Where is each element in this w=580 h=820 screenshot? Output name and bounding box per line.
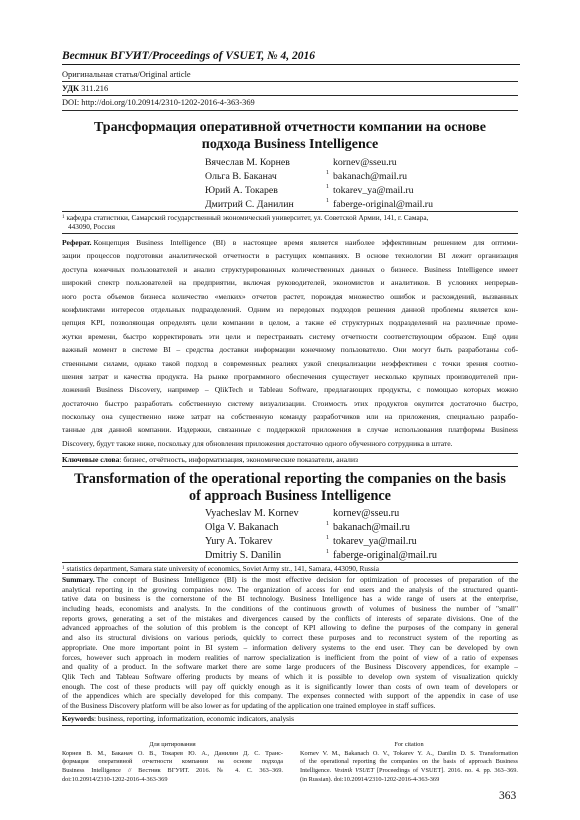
citation-journal: Vestnik VSUET [334, 767, 374, 775]
udc-label: УДК [62, 84, 80, 93]
affiliation-mark: 1 [326, 170, 329, 176]
summary-line: and also its structural divisions on various periods, quickly to correct these purposes and to reconstruct system of the reporting as [62, 633, 518, 643]
citation-line: Business Intelligence // Вестник ВГУИТ. 2016. № 4. С. 363–369. [62, 767, 283, 775]
divider [62, 562, 518, 563]
author-name: Дмитрий С. Данилин [205, 199, 294, 210]
citation-text: Intelligence. [300, 767, 335, 775]
abstract-line: зации процессов подготовки аналитической отчетности в растущих компаниях. В основе технологии BI лежит организация [62, 251, 518, 261]
keywords-en [62, 714, 518, 724]
citation-ru [62, 741, 283, 784]
summary-line: advanced approaches of the solution of this problem is the concept of KPI allowing to define the purposes of the company in general [62, 623, 518, 633]
author-name: Olga V. Bakanach [205, 522, 279, 533]
summary-line: appropriate. One more important point in BI system – information delivery systems to the end user. They can be developed by own [62, 642, 518, 652]
abstract-line: широкий спектр пользователей на предприятии, включая руководителей, экономистов и аналитиков. В условиях непрерыв- [62, 278, 518, 288]
author-name: Yury A. Tokarev [205, 536, 273, 547]
affiliation-mark: 1 [326, 521, 329, 527]
divider [62, 466, 518, 467]
summary-line: Qlik Tech and Tableau Software offering products by means of which it is possible to develop own system of visualization quickly [62, 671, 518, 681]
keywords-label: Keywords [62, 714, 95, 723]
summary-line: The concept of Business Intelligence (BI) is the most effective decision for optimization of processes of preparation of the [96, 575, 518, 584]
title-line: Трансформация оперативной отчетности компании на основе [93, 120, 487, 135]
author-row [0, 156, 580, 170]
abstract-line: танные для данной компании. Издержки, связанные с поддержкой приложения в случае использования платформы Business [62, 425, 518, 435]
citation-line: формация оперативной отчетности компании на основе подхода [62, 758, 283, 766]
author-name: Dmitriy S. Danilin [205, 550, 282, 561]
summary-line: reports grows, generating a set of the mistakes and divergences caused by the conflicts of interests of separate divisions. One of the [62, 613, 518, 623]
author-row [0, 170, 580, 184]
abstract-line: ственными силами, однако такой подход в современных реалиях узкой специализации неэффективен с точки зрения соотно- [62, 358, 518, 368]
abstract-line: шения затрат и качества продукта. На рынке программного обеспечения существует несколько крупных производителей при- [62, 371, 518, 381]
author-email: kornev@sseu.ru [333, 508, 400, 519]
journal-header: Вестник ВГУИТ/Proceedings of VSUET, № 4, 2016 [62, 50, 316, 62]
author-name: Юрий А. Токарев [205, 185, 278, 196]
divider [62, 573, 518, 574]
author-email: bakanach@mail.ru [333, 522, 410, 533]
udc [62, 83, 108, 94]
author-row [0, 184, 580, 198]
affiliation-text: 443090, Россия [68, 222, 115, 231]
page-number: 363 [499, 790, 517, 802]
affiliation-mark: 1 [326, 198, 329, 204]
affiliation-en [62, 564, 518, 573]
author-email: faberge-original@mail.ru [333, 550, 437, 561]
author-email: tokarev_ya@mail.ru [333, 185, 414, 196]
author-name: Ольга В. Баканач [205, 171, 277, 182]
citation-en [300, 741, 518, 784]
citation-heading: Для цитирования [149, 741, 196, 748]
affiliation-mark: 1 [326, 184, 329, 190]
summary-line: analytical reporting in the growing companies now. The organization of access for end users and the analysis of the structured quanti- [62, 584, 518, 594]
divider [62, 233, 518, 234]
citation-line: Kornev V. M., Bakanach O. V., Tokarev Y. A., Danilin D. S. Transformation [300, 749, 518, 757]
author-email: kornev@sseu.ru [333, 157, 397, 168]
divider [62, 81, 518, 82]
citation-text: [Proceedings of VSUET]. 2016. no. 4. pp. 363–369. [373, 767, 518, 775]
doi: DOI: http://doi.org/10.20914/2310-1202-2016-4-363-369 [62, 98, 255, 107]
affiliation-text: statistics department, Samara state university of economics, Soviet Army str., 141, Samara, 443090, Russia [66, 564, 379, 573]
article-type: Оригинальная статья/Original article [62, 70, 191, 79]
summary-en [62, 575, 518, 711]
affiliation-mark: 1 [326, 535, 329, 541]
keywords-text: : бизнес, отчётность, информатизация, экономические показатели, анализ [119, 455, 359, 464]
abstract-label: Реферат. [62, 238, 92, 247]
abstract-line: конфликтами интересов отдельных подразделений. Одним из передовых подходов решения данной проблемы является кон- [62, 304, 518, 314]
title-line: подхода Business Intelligence [201, 137, 379, 152]
affiliation-mark: 1 [62, 566, 65, 571]
citation-line: of the operational reporting the companies on the basis of approach Business [300, 758, 518, 766]
affiliation-mark: 1 [326, 549, 329, 555]
author-email: tokarev_ya@mail.ru [333, 536, 417, 547]
abstract-line: Концепция Business Intelligence (BI) в настоящее время является наиболее эффективным решением для оптими- [93, 238, 518, 247]
citation-line: (in Russian). doi:10.20914/2310-1202-2016-4-363-369 [300, 775, 440, 783]
summary-line: of the Business Discovery platform will be also lower as for updating of the application one trained employee in staff suffices. [62, 700, 436, 710]
summary-line: and quality of a product. In the software market there are some large producers of the Business Discovery appendices, for example – [62, 662, 518, 672]
citation-line: Корнев В. М., Баканач О. В., Токарев Ю. А., Данилин Д. С. Транс- [62, 749, 283, 757]
abstract-line: важный момент в системе BI – средства доставки информации конечному пользователю. Они могут быть разработаны соб- [62, 345, 518, 355]
abstract-line: жутки времени, быстро корректировать эти цели и перестраивать систему отчетности соответствующим образом. Ещё один [62, 331, 518, 341]
keywords-text: : business, reporting, informatization, economic indicators, analysis [94, 714, 294, 723]
author-email: faberge-original@mail.ru [333, 199, 433, 210]
summary-line: forces, however such approach in modern realities of narrow specialization is inefficient from the point of view of a ratio of expenses [62, 652, 518, 662]
keywords-ru [62, 455, 518, 465]
author-row [0, 507, 580, 521]
udc-value: 311.216 [81, 84, 109, 93]
citation-line: doi:10.20914/2310-1202-2016-4-363-369 [62, 775, 168, 783]
abstract-line: ложений Business Discovery, например – QlikTech и Tableau Software, предлагающих продукты, с помощью которых можно [62, 385, 518, 395]
divider [62, 725, 518, 726]
abstract-line: доступа конечных пользователей и анализ структурированных количественных данных о бизнесе. Business Intelligence имеет [62, 264, 518, 274]
title-line: of approach Business Intelligence [189, 488, 391, 504]
summary-line: tative data on business is the cornerstone of the BI technology. Business Intelligence has a wide range of users at the enterprise, [62, 594, 518, 604]
divider [62, 453, 518, 454]
affiliation-text: кафедра статистики, Самарский государственный экономический университет, ул. Советской Армии, 141, г. Самара, [66, 213, 429, 222]
divider [62, 95, 518, 96]
header-rule [62, 64, 520, 65]
citation-heading: For citation [394, 741, 424, 748]
summary-label: Summary. [62, 575, 95, 584]
citation-line [300, 767, 518, 776]
title-line: Transformation of the operational reporting the companies on the basis [74, 471, 506, 487]
author-row [0, 198, 580, 212]
summary-line: including heads, economists and analysts. In the conditions of the continuous growth of volumes of business the number of "small" [62, 604, 518, 614]
divider-thick [62, 110, 518, 111]
abstract-line: ного роста объемов бизнеса количество «мелких» отчетов растет, порождая множество ошибок и расхождений, вызванных [62, 291, 518, 301]
author-email: bakanach@mail.ru [333, 171, 408, 182]
summary-line: of the appendices which are specially developed for this company. The expenses connected with support of the appendix in case of use [62, 691, 518, 701]
author-row [0, 549, 580, 563]
author-row [0, 521, 580, 535]
author-row [0, 535, 580, 549]
abstract-line: достаточно быстро разработать собственную систему визуализации. Стоимость этих продуктов окупится достаточно быстро, [62, 398, 518, 408]
abstract-line: поскольку она существенно ниже затрат на собственную команду разработчиков или на приложения, специально разрабо- [62, 412, 518, 422]
abstract-line: Discovery, будут также ниже, поскольку для обновления приложения достаточно одного обученного сотрудника в штате. [62, 438, 453, 448]
author-name: Vyacheslav M. Kornev [205, 508, 299, 519]
summary-line: enough. The cost of these products will pay off quickly enough as it is significantly lower than costs of own team of developers or [62, 681, 518, 691]
abstract-ru [62, 236, 518, 450]
keywords-label: Ключевые слова [62, 455, 120, 464]
author-name: Вячеслав М. Корнев [205, 157, 290, 168]
title-ru [62, 119, 518, 153]
affiliation-ru [62, 213, 518, 231]
divider [62, 211, 518, 212]
affiliation-mark: 1 [62, 215, 65, 220]
title-en [62, 471, 518, 505]
abstract-line: цепция KPI, позволяющая определять цели компании в целом, а также её структурных подразделений на различные проме- [62, 318, 518, 328]
